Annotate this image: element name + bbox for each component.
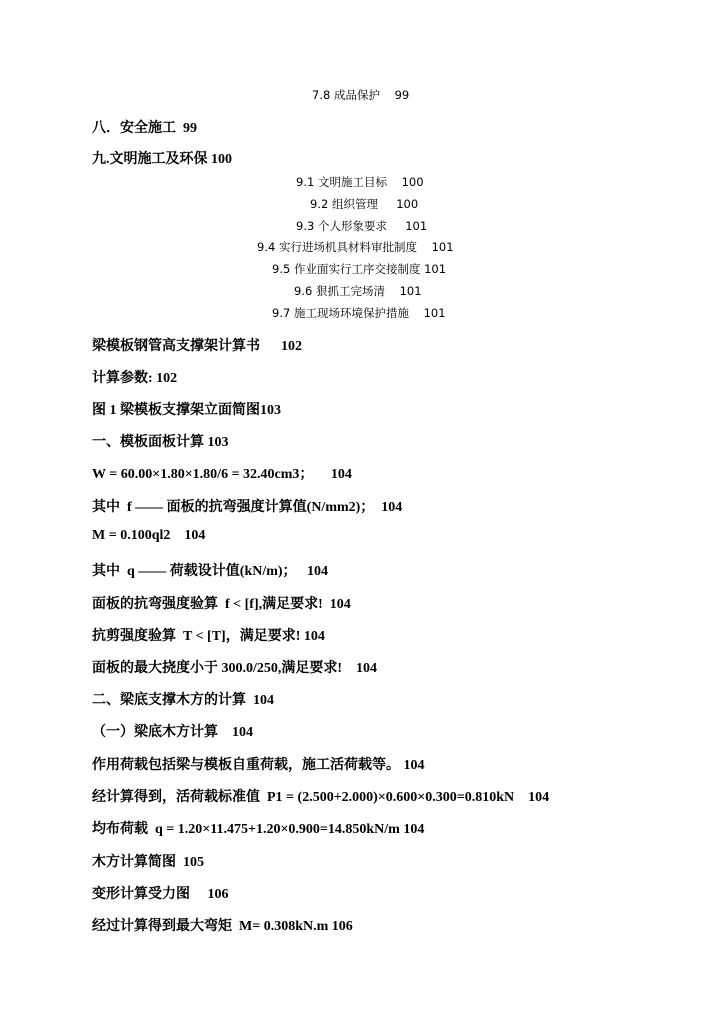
- toc-entry-9-5: 9.5 作业面实行工序交接制度 101: [272, 262, 447, 276]
- toc-entry-max-moment: 经过计算得到最大弯矩 M= 0.308kN.m 106: [92, 919, 353, 934]
- toc-entry-9-7: 9.7 施工现场环境保护措施 101: [272, 306, 446, 320]
- toc-entry-9-4: 9.4 实行进场机具材料审批制度 101: [257, 240, 454, 254]
- toc-entry-params: 计算参数: 102: [92, 371, 178, 386]
- toc-entry-9-6: 9.6 狠抓工完场清 101: [294, 284, 422, 298]
- toc-entry-section-8: 八．安全施工 99: [92, 121, 197, 136]
- toc-entry-timber-calc: （一）梁底木方计算 104: [92, 725, 253, 740]
- toc-entry-w-formula: W = 60.00×1.80×1.80/6 = 32.40cm3； 104: [92, 467, 352, 482]
- toc-entry-formwork-panel: 一、模板面板计算 103: [92, 435, 229, 450]
- toc-entry-calc-book: 梁模板钢管高支撑架计算书 102: [92, 339, 302, 354]
- toc-entry-bending-check: 面板的抗弯强度验算 f < [f],满足要求! 104: [92, 597, 351, 612]
- toc-entry-distributed-load: 均布荷载 q = 1.20×11.475+1.20×0.900=14.850kN/m 104: [92, 822, 425, 837]
- toc-entry-figure-1: 图 1 梁模板支撑架立面简图103: [92, 403, 281, 418]
- toc-entry-f-definition: 其中 f —— 面板的抗弯强度计算值(N/mm2)； 104: [92, 500, 403, 515]
- toc-entry-deformation-diagram: 变形计算受力图 106: [92, 887, 229, 902]
- toc-entry-beam-bottom-timber: 二、梁底支撑木方的计算 104: [92, 693, 274, 708]
- toc-entry-section-9: 九.文明施工及环保 100: [92, 152, 232, 167]
- toc-entry-deflection-check: 面板的最大挠度小于 300.0/250,满足要求! 104: [92, 661, 378, 676]
- toc-entry-9-3: 9.3 个人形象要求 101: [296, 219, 428, 233]
- toc-entry-timber-diagram: 木方计算简图 105: [92, 855, 204, 870]
- toc-entry-live-load: 经计算得到，活荷载标准值 P1 = (2.500+2.000)×0.600×0.300=0.810kN 104: [92, 790, 550, 805]
- toc-entry-9-1: 9.1 文明施工目标 100: [296, 175, 424, 189]
- toc-entry-9-2: 9.2 组织管理 100: [310, 197, 419, 211]
- toc-entry-m-formula: M = 0.100ql2 104: [92, 528, 206, 543]
- toc-entry-7-8: 7.8 成品保护 99: [312, 88, 410, 102]
- toc-entry-q-definition: 其中 q —— 荷载设计值(kN/m)； 104: [92, 564, 329, 579]
- toc-entry-shear-check: 抗剪强度验算 T < [T]，满足要求! 104: [92, 629, 325, 644]
- toc-entry-loads: 作用荷载包括梁与模板自重荷载，施工活荷载等。 104: [92, 758, 425, 773]
